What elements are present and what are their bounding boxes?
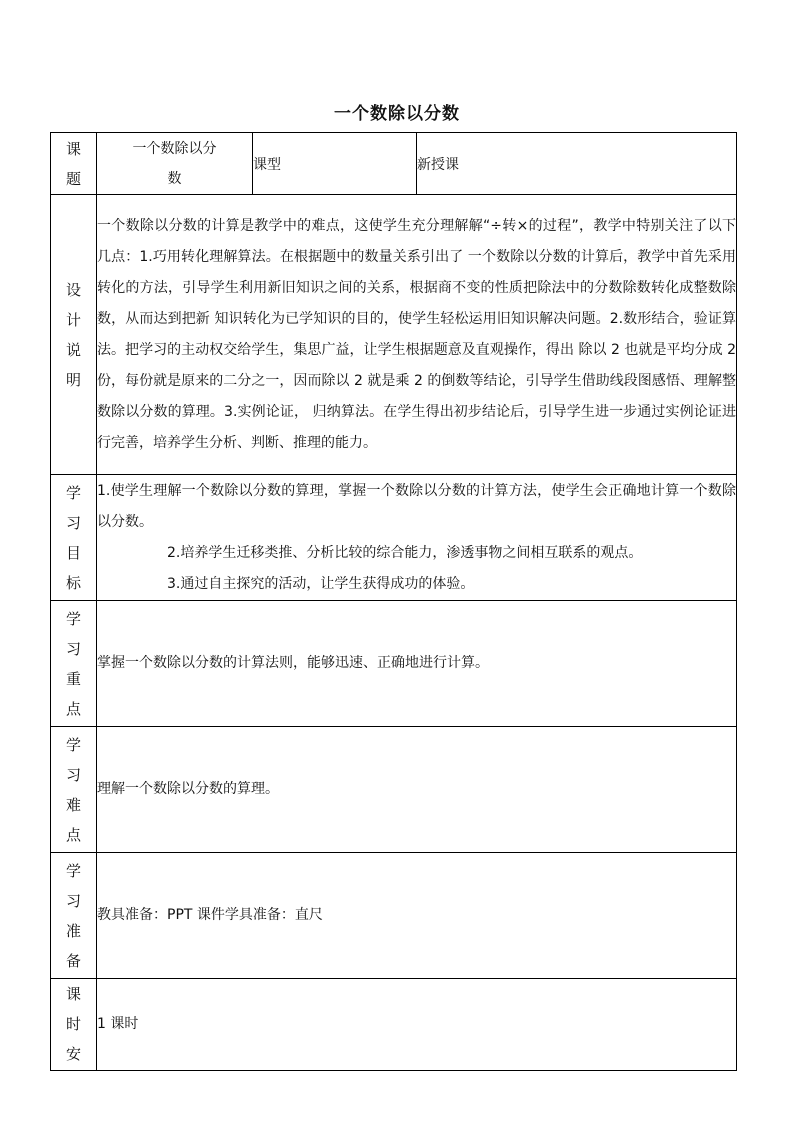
design-label: 设 计 说 明 [51,195,97,475]
lesson-type-value: 新授课 [417,133,737,195]
preparation-label: 学 习 准 备 [51,853,97,979]
schedule-row [51,979,737,1071]
goal-item-2: 2.培养学生迁移类推、分析比较的综合能力，渗透事物之间相互联系的观点。 [167,544,643,561]
goal-item-3: 3.通过自主探究的活动，让学生获得成功的体验。 [167,575,475,592]
topic-value: 一个数除以分 数 [97,133,253,195]
key-points-label: 学 习 重 点 [51,601,97,727]
design-text: 一个数除以分数的计算是教学中的难点，这使学生充分理解解“÷转×的过程”，教学中特别关注了以下几点：1.巧用转化理解算法。在根据题中的数量关系引出了 一个数除以分数的计算后，教学中首先采用转化的方法，引导学生利用新旧知识之间的关系，根据商不变的性质把除法中的分数除数转化成整数除数，从而达到把新 知识转化为已学知识的目的，使学生轻松运用旧知识解决问题。2.数形结合，验证算法。把学习的主动权交给学生，集思广益，让学生根据题意及直观操作，得出 除以 2 也就是平均分成 2 份，每份就是原来的二分之一，因而除以 2 就是乘 2 的倒数等结论，引导学生借助线段图感悟、理解整数除以分数的算理。3.实例论证， 归纳算法。在学生得出初步结论后，引导学生进一步通过实例论证进行完善，培养学生分析、判断、推理的能力。 [97,195,737,475]
topic-label: 课 题 [51,133,97,195]
design-row [51,195,737,475]
schedule-label: 课 时 安 [51,979,97,1071]
difficulties-text: 理解一个数除以分数的算理。 [97,727,737,853]
goals-row [51,475,737,601]
preparation-row [51,853,737,979]
header-row [51,133,737,195]
lesson-type-label: 课型 [253,133,417,195]
schedule-text: 1 课时 [97,979,737,1071]
difficulties-label: 学 习 难 点 [51,727,97,853]
key-points-row [51,601,737,727]
lesson-plan-table [50,132,737,1071]
key-points-text: 掌握一个数除以分数的计算法则，能够迅速、正确地进行计算。 [97,601,737,727]
goal-item-1: 1.使学生理解一个数除以分数的算理，掌握一个数除以分数的计算方法，使学生会正确地计算一个数除以分数。 [97,482,736,530]
preparation-text: 教具准备：PPT 课件学具准备：直尺 [97,853,737,979]
page-title: 一个数除以分数 [334,104,460,124]
goals-label: 学 习 目 标 [51,475,97,601]
difficulties-row [51,727,737,853]
goals-content [97,475,737,601]
